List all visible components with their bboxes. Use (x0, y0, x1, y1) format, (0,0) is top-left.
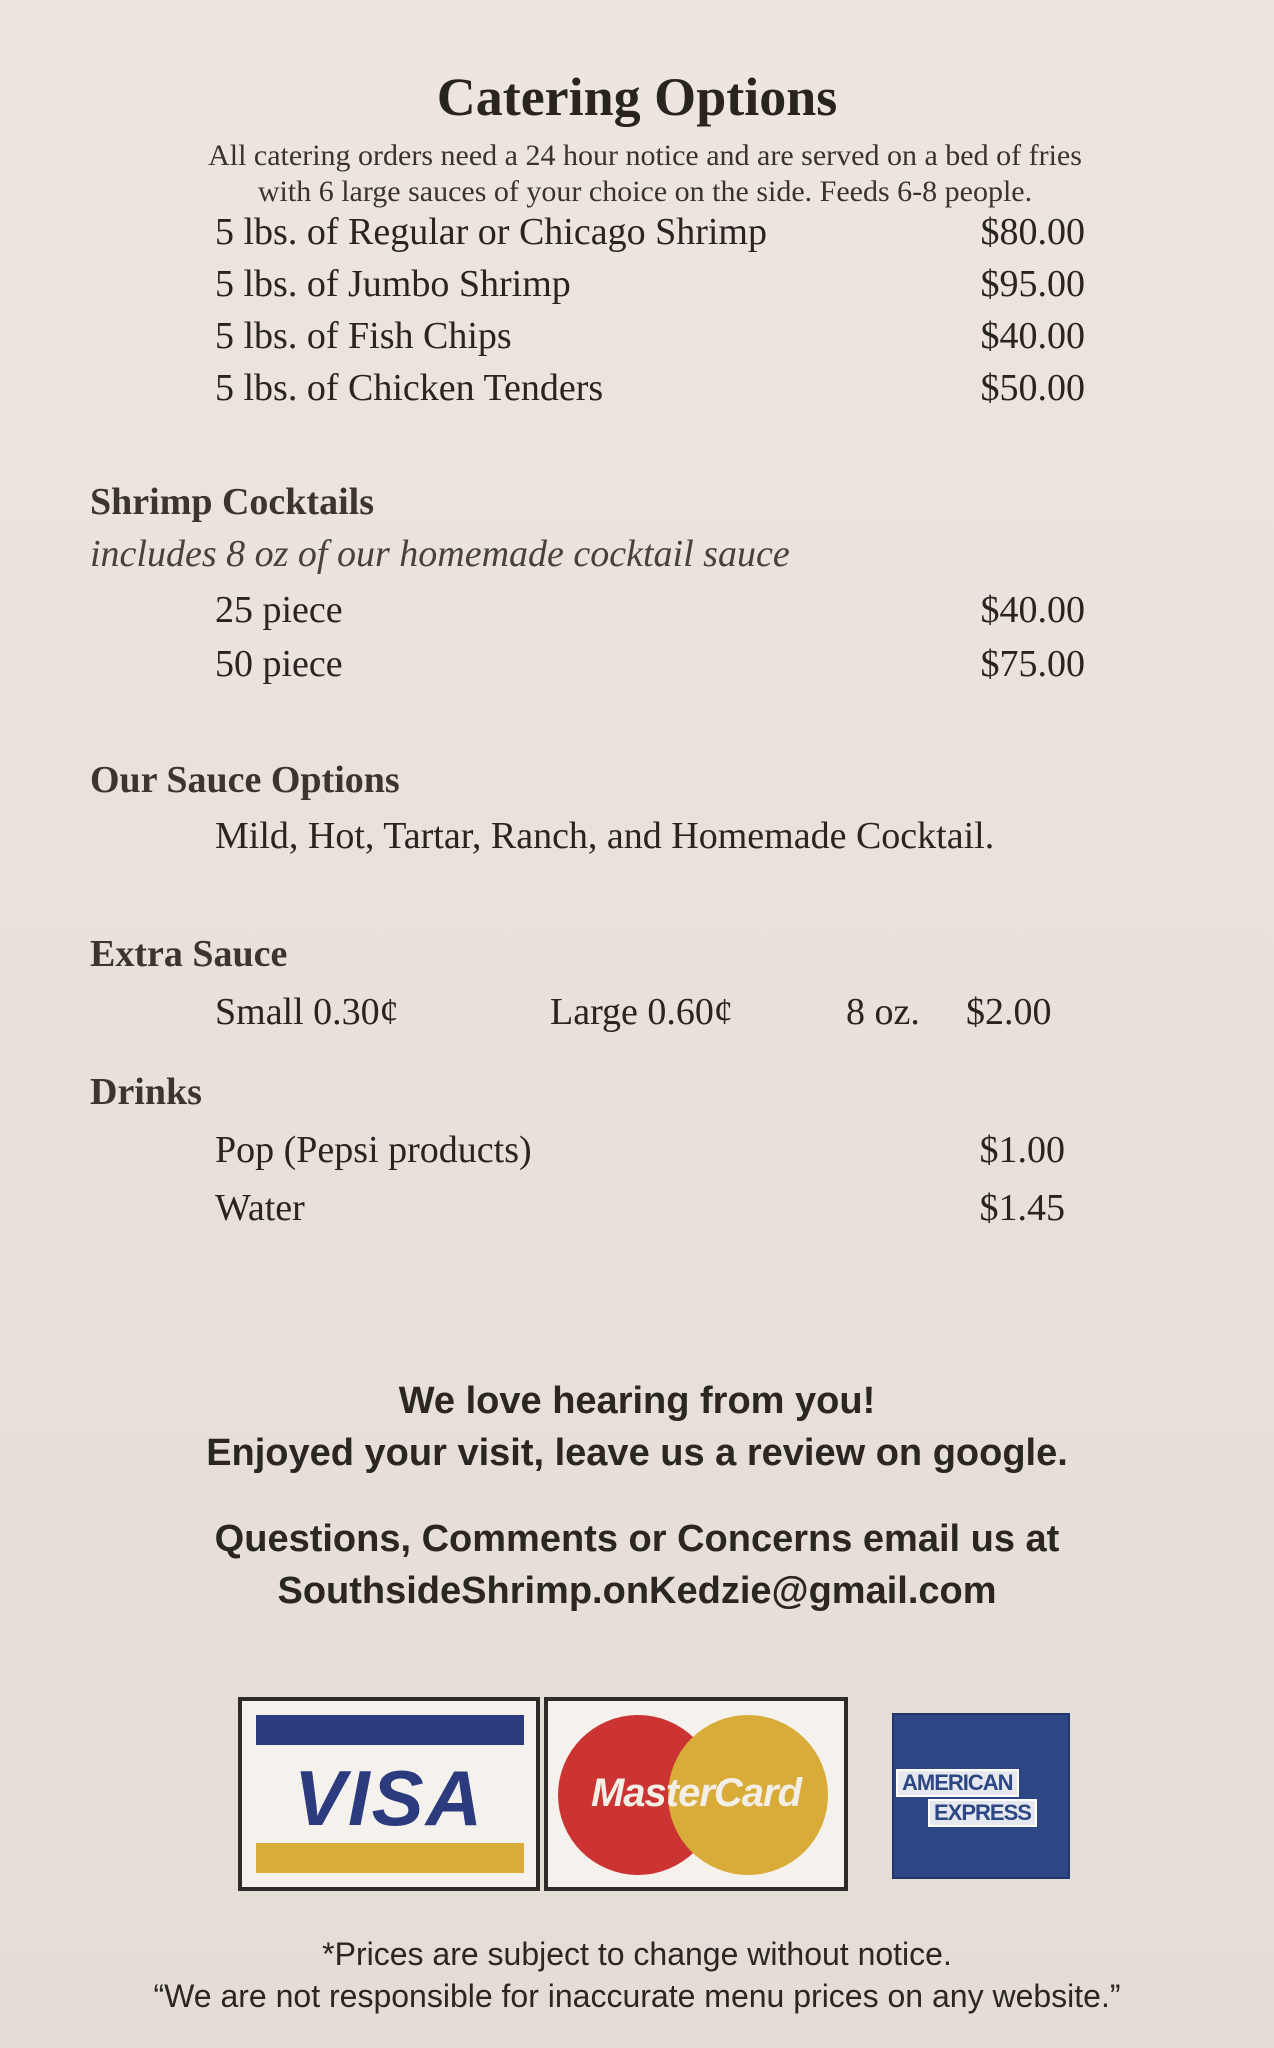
catering-item (215, 366, 1085, 416)
american-express-logo (892, 1713, 1070, 1879)
page-title: Catering Options (436, 67, 838, 127)
website-disclaimer: “We are not responsible for inaccurate menu prices on any website.” (153, 1978, 1121, 2014)
extra-sauce-small: Small 0.30¢ (215, 991, 399, 1033)
accepted-payment-cards (238, 1697, 1078, 1897)
shrimp-cocktails-note: includes 8 oz of our homemade cocktail sauce (90, 533, 790, 575)
catering-intro (100, 138, 1190, 210)
catering-item (215, 314, 1085, 364)
contact-line-love: We love hearing from you! (398, 1380, 876, 1422)
visa-gold-band (256, 1843, 524, 1873)
drink-item (215, 1128, 1065, 1178)
item-name: 5 lbs. of Regular or Chicago Shrimp (215, 211, 767, 253)
item-price: $40.00 (980, 315, 1085, 357)
visa-logo (238, 1697, 540, 1891)
item-name: 25 piece (215, 589, 343, 631)
contact-line-review: Enjoyed your visit, leave us a review on google. (206, 1432, 1068, 1474)
price-disclaimer: *Prices are subject to change without notice. (322, 1936, 952, 1972)
item-price: $1.00 (979, 1129, 1065, 1171)
item-price: $80.00 (980, 211, 1085, 253)
item-price: $1.45 (979, 1187, 1065, 1229)
item-name: 50 piece (215, 643, 343, 685)
amex-line-1: AMERICAN (896, 1769, 1019, 1797)
intro-line-2: with 6 large sauces of your choice on the side. Feeds 6-8 people. (257, 175, 1033, 208)
extra-sauce-large: Large 0.60¢ (550, 991, 733, 1033)
item-name: 5 lbs. of Chicken Tenders (215, 367, 604, 409)
intro-line-1: All catering orders need a 24 hour notice and are served on a bed of fries (208, 139, 1082, 172)
sauce-options-heading: Our Sauce Options (90, 759, 400, 801)
item-name: 5 lbs. of Fish Chips (215, 315, 512, 357)
visa-blue-band (256, 1715, 524, 1745)
sauce-options-list: Mild, Hot, Tartar, Ranch, and Homemade Cocktail. (215, 815, 995, 857)
amex-line-2: EXPRESS (928, 1799, 1037, 1827)
item-price: $95.00 (980, 263, 1085, 305)
item-name: 5 lbs. of Jumbo Shrimp (215, 263, 571, 305)
mastercard-wordmark: MasterCard (590, 1771, 802, 1815)
contact-email[interactable]: SouthsideShrimp.onKedzie@gmail.com (277, 1570, 997, 1612)
extra-sauce-8oz-price: $2.00 (966, 991, 1052, 1033)
item-price: $50.00 (980, 367, 1085, 409)
cocktail-item (215, 642, 1085, 692)
item-price: $40.00 (980, 589, 1085, 631)
item-name: Pop (Pepsi products) (215, 1129, 532, 1171)
cocktail-item (215, 588, 1085, 638)
drink-item (215, 1186, 1065, 1236)
item-price: $75.00 (980, 643, 1085, 685)
mastercard-logo (544, 1697, 848, 1891)
visa-wordmark: VISA (293, 1754, 485, 1842)
item-name: Water (215, 1187, 305, 1229)
extra-sauce-heading: Extra Sauce (90, 933, 288, 975)
catering-item (215, 210, 1085, 260)
contact-line-questions: Questions, Comments or Concerns email us at (214, 1518, 1060, 1560)
drinks-heading: Drinks (90, 1071, 202, 1113)
catering-item (215, 262, 1085, 312)
extra-sauce-8oz-label: 8 oz. (846, 991, 920, 1033)
shrimp-cocktails-heading: Shrimp Cocktails (90, 481, 374, 523)
